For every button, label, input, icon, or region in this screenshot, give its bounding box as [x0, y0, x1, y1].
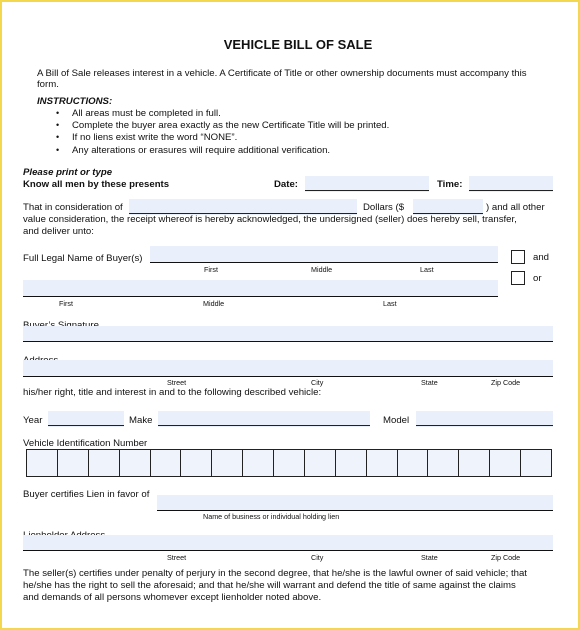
- address-underline: [23, 376, 553, 377]
- second-buyer-underline: [23, 296, 498, 297]
- vin-grid[interactable]: [26, 449, 552, 477]
- street-caption: Street: [167, 553, 187, 562]
- and-checkbox[interactable]: [511, 250, 525, 264]
- date-underline: [305, 190, 429, 191]
- zip-caption: Zip Code: [491, 378, 521, 387]
- vin-character-cell[interactable]: [490, 450, 521, 476]
- model-underline: [416, 425, 553, 426]
- year-underline: [48, 425, 124, 426]
- city-caption: City: [311, 378, 324, 387]
- document-page: [2, 2, 578, 628]
- title-interest-text: his/her right, title and interest in and to the following described vehicle:: [23, 387, 322, 398]
- bullet-icon: •: [56, 108, 60, 118]
- vin-character-cell[interactable]: [336, 450, 367, 476]
- vin-character-cell[interactable]: [243, 450, 274, 476]
- time-underline: [469, 190, 553, 191]
- or-checkbox[interactable]: [511, 271, 525, 285]
- lienholder-address-underline: [23, 550, 553, 551]
- buyer-name-underline: [150, 262, 498, 263]
- vin-character-cell[interactable]: [89, 450, 120, 476]
- instructions-heading: INSTRUCTIONS:: [37, 96, 113, 107]
- buyer-name-label: Full Legal Name of Buyer(s): [23, 253, 143, 264]
- intro-text-line-2: form.: [37, 79, 59, 90]
- vin-label: Vehicle Identification Number: [23, 438, 148, 449]
- vin-character-cell[interactable]: [521, 450, 551, 476]
- vin-character-cell[interactable]: [459, 450, 490, 476]
- first-name-caption: First: [204, 265, 218, 274]
- consideration-suffix: ) and all other: [486, 202, 545, 213]
- vin-character-cell[interactable]: [398, 450, 429, 476]
- date-label: Date:: [274, 179, 298, 190]
- intro-text-line-1: A Bill of Sale releases interest in a vehicle. A Certificate of Title or other ownership documents must accompany this: [37, 68, 527, 79]
- model-label: Model: [383, 415, 410, 426]
- instruction-item: All areas must be completed in full.: [72, 108, 221, 119]
- or-label: or: [533, 273, 542, 284]
- make-label: Make: [129, 415, 153, 426]
- buyer-signature-field[interactable]: [23, 326, 553, 342]
- middle-name-caption: Middle: [203, 299, 225, 308]
- vin-character-cell[interactable]: [428, 450, 459, 476]
- state-caption: State: [421, 553, 438, 562]
- seller-certification-line-1: The seller(s) certifies under penalty of perjury in the second degree, that he/she is the lawful owner of said vehicle; that: [23, 568, 527, 579]
- lien-label: Buyer certifies Lien in favor of: [23, 489, 150, 500]
- vin-character-cell[interactable]: [58, 450, 89, 476]
- dollars-label: Dollars ($: [363, 202, 405, 213]
- lienholder-address-field[interactable]: [23, 535, 553, 551]
- middle-name-caption: Middle: [311, 265, 333, 274]
- page-title: VEHICLE BILL OF SALE: [223, 37, 373, 52]
- buyer-name-field[interactable]: [150, 246, 498, 262]
- instruction-item: Complete the buyer area exactly as the new Certificate Title will be printed.: [72, 120, 390, 131]
- instruction-item: Any alterations or erasures will require additional verification.: [72, 145, 331, 156]
- seller-certification-line-3: and demands of all persons whomever except lienholder noted above.: [23, 592, 322, 603]
- last-name-caption: Last: [420, 265, 434, 274]
- second-buyer-name-field[interactable]: [23, 280, 498, 296]
- lien-holder-field[interactable]: [157, 495, 553, 511]
- know-all-statement: Know all men by these presents: [23, 179, 170, 190]
- consideration-text: That in consideration of: [23, 202, 123, 213]
- bullet-icon: •: [56, 145, 60, 155]
- consideration-line-3: and deliver unto:: [23, 226, 94, 237]
- vin-character-cell[interactable]: [181, 450, 212, 476]
- time-label: Time:: [437, 179, 463, 190]
- vin-character-cell[interactable]: [367, 450, 398, 476]
- lien-holder-caption: Name of business or individual holding lien: [203, 512, 340, 521]
- zip-caption: Zip Code: [491, 553, 521, 562]
- last-name-caption: Last: [383, 299, 397, 308]
- bullet-icon: •: [56, 132, 60, 142]
- vin-character-cell[interactable]: [274, 450, 305, 476]
- vin-character-cell[interactable]: [120, 450, 151, 476]
- seller-certification-line-2: he/she has the right to sell the aforesaid; and that he/she will warrant and defend the title of same against the claims: [23, 580, 516, 591]
- consideration-line-2: value consideration, the receipt whereof is hereby acknowledged, the undersigned (seller) does hereby sell, transfer,: [23, 214, 517, 225]
- instruction-item: If no liens exist write the word “NONE”.: [72, 132, 238, 143]
- vin-character-cell[interactable]: [305, 450, 336, 476]
- make-underline: [158, 425, 370, 426]
- lien-holder-underline: [157, 510, 553, 511]
- first-name-caption: First: [59, 299, 73, 308]
- buyer-signature-underline: [23, 341, 553, 342]
- vin-character-cell[interactable]: [212, 450, 243, 476]
- state-caption: State: [421, 378, 438, 387]
- vin-character-cell[interactable]: [27, 450, 58, 476]
- city-caption: City: [311, 553, 324, 562]
- bullet-icon: •: [56, 120, 60, 130]
- and-label: and: [533, 252, 550, 263]
- address-field[interactable]: [23, 360, 553, 376]
- year-label: Year: [23, 415, 43, 426]
- vin-character-cell[interactable]: [151, 450, 182, 476]
- print-note: Please print or type: [23, 167, 113, 178]
- street-caption: Street: [167, 378, 187, 387]
